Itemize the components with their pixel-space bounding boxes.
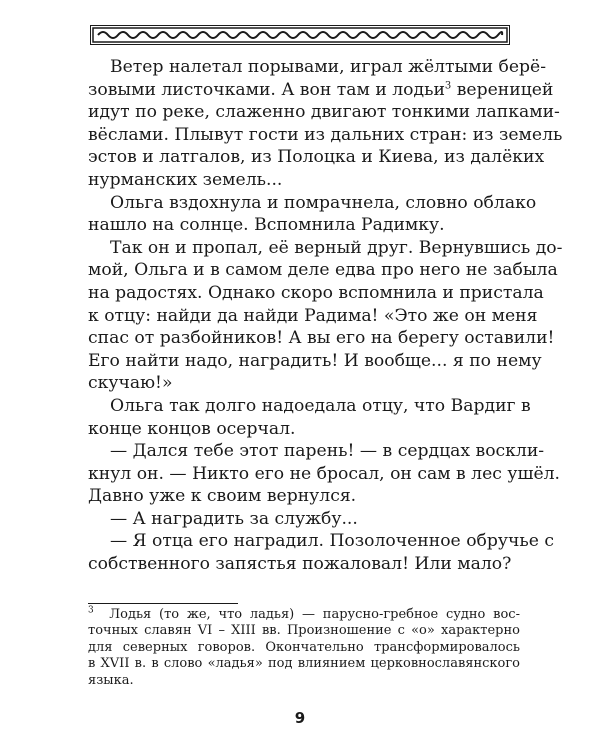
footnote-line [88,607,520,623]
footnote-line: языка. [88,672,134,688]
footnote-line: для северных говоров. Окончательно трансформировалось [88,639,520,655]
footnote-line: точных славян VI – XIII вв. Произношение с «о» характерно [88,623,520,639]
text-line: — Я отца его наградил. Позолоченное обручье с [110,531,554,552]
text-line: Ольга так долго надоедала отцу, что Вардиг в [110,395,531,416]
text-line: Давно уже к своим вернулся. [88,486,357,507]
text-line: спас от разбойников! А вы его на берегу оставили! [88,328,555,349]
paragraph [88,530,554,575]
page-number: 9 [294,709,306,727]
decorative-header-ornament [90,25,510,45]
footnote-text: Лодья (то же, что ладья) — парусно-гребное судно вос- [109,607,520,622]
text-line: Так он и пропал, её верный друг. Вернувшись до- [110,237,563,258]
footnote-divider [88,603,238,604]
footnote-marker: 3 [88,605,94,616]
paragraph [88,192,537,237]
text-line: нурманских земель... [88,169,283,190]
paragraph [88,508,520,531]
footnote-line: в XVII в. в слово «ладья» под влиянием церковнославянского [88,656,520,672]
footnote [88,607,520,689]
text-line: собственного запястья пожаловал! Или мало? [88,554,512,575]
text-line: эстов и латгалов, из Полоцка и Киева, из далёких [88,147,545,168]
paragraph [88,56,563,192]
text-line: скучаю!» [88,373,173,394]
text-line [88,79,554,102]
text-line: — Дался тебе этот парень! — в сердцах воскли- [110,441,545,462]
text-line: мой, Ольга и в самом деле едва про него не забыла [88,260,558,281]
text-line: на радостях. Однако скоро вспомнила и пристала [88,282,544,303]
text-line: Ветер налетал порывами, играл жёлтыми берё- [110,57,547,77]
text-line: Ольга вздохнула и помрачнела, словно облако [110,192,537,213]
body-text [88,56,563,576]
footnote-reference: 3 [444,79,452,91]
text-line-part: вереницей [451,79,554,100]
text-line: вёслами. Плывут гости из дальних стран: из земель [88,124,563,145]
text-line-part: зовыми листочками. А вон там и лодьи [88,79,445,100]
text-line: кнул он. — Никто его не бросал, он сам в лес ушёл. [88,463,561,484]
text-line: идут по реке, слаженно двигают тонкими лапками- [88,102,560,123]
text-line: конце концов осерчал. [88,418,296,439]
paragraph [88,440,561,508]
text-line: к отцу: найди да найди Радима! «Это же он меня [88,305,538,326]
text-line: нашло на солнце. Вспомнила Радимку. [88,215,445,236]
paragraph [88,237,563,395]
text-line: Его найти надо, наградить! И вообще... я по нему [88,350,542,371]
paragraph [88,395,531,440]
text-line: — А наградить за службу... [110,508,358,529]
